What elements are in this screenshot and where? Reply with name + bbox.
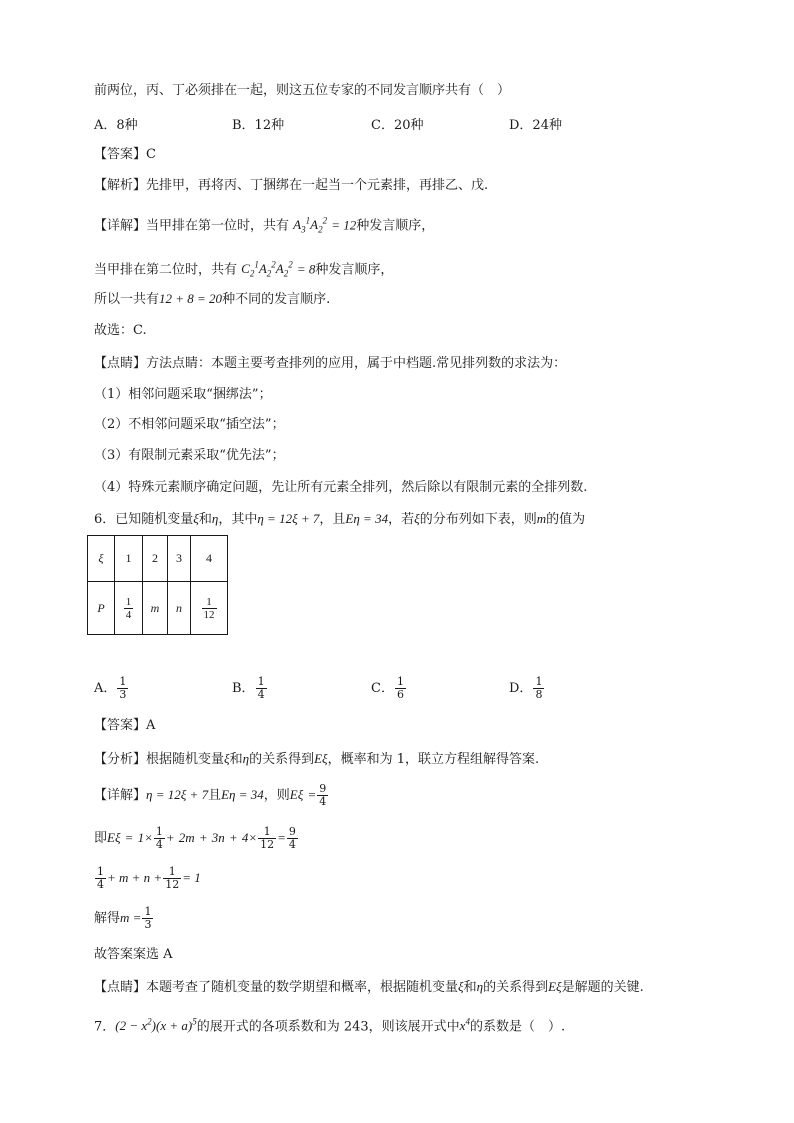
distribution-table (87, 535, 228, 635)
q5-conclusion: 故选：C. (94, 323, 147, 338)
analysis-text: 先排甲，再将丙、丁捆绑在一起当一个元素排，再排乙、戊. (146, 178, 489, 193)
detail-text: 种发言顺序， (356, 218, 435, 234)
q5-analysis (94, 177, 488, 195)
formula-value: = 8 (296, 261, 316, 277)
q6-option-a: A． $\frac{1}{3}$ (94, 675, 127, 701)
table-cell: ξ (88, 536, 115, 582)
comb-c21: $C_2^1$ (241, 260, 259, 279)
q5-detail-line-2 (94, 256, 393, 283)
answer-value: A (146, 718, 156, 733)
q7-expr: $(2 - x^2)(x + a)^5$ (115, 1017, 197, 1034)
table-cell: 2 (143, 536, 168, 582)
q5-detail-line-3 (94, 290, 330, 309)
perm-a22: $A_2^2$ (258, 260, 276, 279)
perm-a22: $A_2^2$ (275, 260, 293, 279)
detail-text: 当甲排在第一位时，共有 (146, 218, 290, 234)
comment-tag: 【点睛】 (94, 356, 147, 371)
answer-tag: 【答案】 (94, 147, 147, 162)
table-cell: $\frac{1}{4}$ (115, 582, 143, 635)
q6-stem: 6．已知随机变量ξ和η，其中η = 12ξ + 7，且Eη = 34，若ξ的分布列如下表，则m的值为 (94, 511, 586, 527)
table-cell: n (168, 582, 191, 635)
q6-answer (94, 717, 155, 735)
analysis-tag: 【解析】 (94, 178, 147, 193)
formula: 12 + 8 = 20 (159, 291, 223, 306)
q6-solve: 解得m = $\frac{1}{3}$ (94, 905, 152, 931)
q5-detail-line-1 (94, 212, 434, 239)
q5-comment (94, 355, 566, 373)
q5-stem-tail: 前两位，丙、丁必须排在一起，则这五位专家的不同发言顺序共有（ ） (94, 83, 511, 98)
detail-text: 所以一共有 (94, 292, 160, 307)
q6-option-c: C． $\frac{1}{6}$ (371, 675, 404, 701)
method-item: （1）相邻问题采取“捆绑法”； (94, 387, 272, 402)
answer-tag: 【答案】 (94, 718, 147, 733)
detail-text: 当甲排在第二位时，共有 (94, 262, 238, 278)
method-item: （4）特殊元素顺序确定问题，先让所有元素全排列，然后除以有限制元素的全排列数. (94, 480, 588, 495)
table-cell: $\frac{1}{12}$ (191, 582, 228, 635)
formula-value: = 12 (331, 217, 357, 233)
q7-stem: 7．$(2 - x^2)(x + a)^5$的展开式的各项系数和为 243，则该展开式中$x^4$的系数是（ ）. (94, 1017, 566, 1035)
q5-option-b: B．12种 (232, 118, 285, 133)
q6-detail-line-3: $\frac{1}{4}$ + m + n + $\frac{1}{12}$ = 1 (97, 865, 201, 891)
table-cell: P (88, 582, 115, 635)
method-item: （3）有限制元素采取“优先法”； (94, 448, 285, 463)
q6-option-b: B． $\frac{1}{4}$ (232, 675, 265, 701)
table-cell: 4 (191, 536, 228, 582)
q5-option-d: D．24种 (509, 118, 562, 133)
q5-option-c: C．20种 (371, 118, 424, 133)
q6-detail-line-2: 即Eξ = 1× $\frac{1}{4}$ + 2m + 3n + 4× $\frac{1}{12}$ = $\frac{9}{4}$ (94, 825, 296, 851)
table-row (88, 536, 228, 582)
q6-comment: 【点睛】本题考查了随机变量的数学期望和概率，根据随机变量ξ和η的关系得到Eξ是解题的关键. (94, 979, 644, 995)
perm-a22: $A_2^2$ (310, 216, 328, 235)
table-row (88, 582, 228, 635)
q6-conclusion: 故答案案选 A (94, 947, 173, 962)
table-cell: 1 (115, 536, 143, 582)
method-item: （2）不相邻问题采取“插空法”； (94, 417, 285, 432)
q6-detail-line-1: 【详解】η = 12ξ + 7且Eη = 34，则Eξ = $\frac{9}{4}$ (94, 782, 327, 808)
perm-a31: $A_3^1$ (293, 216, 311, 235)
detail-tag: 【详解】 (94, 218, 147, 234)
q6-analysis: 【分析】根据随机变量ξ和η的关系得到Eξ，概率和为 1，联立方程组解得答案. (94, 751, 540, 767)
comment-text: 方法点睛：本题主要考查排列的应用，属于中档题.常见排列数的求法为： (146, 356, 567, 371)
q6-option-d: D． $\frac{1}{8}$ (509, 675, 543, 701)
answer-value: C (146, 147, 156, 162)
q5-option-a: A．8种 (94, 118, 138, 133)
detail-text: 种发言顺序， (315, 262, 394, 278)
table-cell: m (143, 582, 168, 635)
q5-answer (94, 146, 156, 164)
detail-text: 种不同的发言顺序. (222, 292, 331, 307)
table-cell: 3 (168, 536, 191, 582)
